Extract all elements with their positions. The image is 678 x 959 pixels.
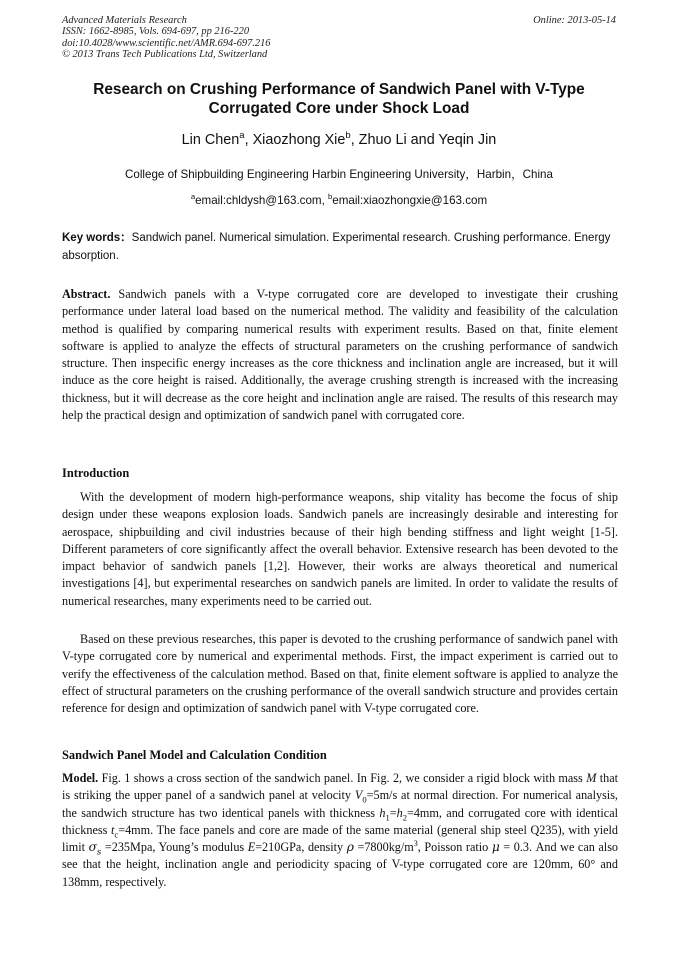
symbol-mass: M <box>586 771 597 785</box>
title-line-1: Research on Crushing Performance of Sandwich Panel with V-Type <box>93 81 585 98</box>
keywords-text: Sandwich panel. Numerical simulation. Experimental research. Crushing performance. Energy absorption. <box>62 232 611 262</box>
journal-name: Advanced Materials Research <box>62 15 187 26</box>
model-text: Fig. 1 shows a cross section of the sandwich panel. In Fig. 2, we consider a rigid block with mass <box>98 771 587 785</box>
email-b-mark: b <box>328 192 333 202</box>
model-text: =4mm. The face panels and core are made of the same material (general ship steel Q235), with yield limit <box>62 822 619 855</box>
symbol-subscript: 1 <box>385 812 390 823</box>
keywords <box>62 230 618 265</box>
model-text: =210GPa, density <box>255 840 347 855</box>
symbol-subscript: c <box>114 829 119 840</box>
author-sep: , <box>244 132 253 148</box>
author-list <box>62 131 616 149</box>
online-date: Online: 2013-05-14 <box>533 15 616 26</box>
email-b: email:xiaozhongxie@163.com <box>332 194 488 207</box>
email-line <box>62 193 616 208</box>
abstract-text: Sandwich panels with a V-type corrugated core are developed to investigate their crushing performance under lateral load based on the numerical method. The validity and feasibility of the calculation method is qualified by comparing numerical results with experiment results. Based on that, finite element software is applied to analyze the effects of structural parameters on the crushing performance of sandwich structure. Then inspecific energy increases as the core thickness and inclination angle are increased, but it will induce as the core height is raised. Additionally, the average crushing strength is increased with the increasing thickness, but it will decrease as the core height and inclination angle are raised. The results of this research may help the practical design and optimization of sandwich panel with corrugated core. <box>62 287 618 423</box>
model-text: = 0.3 <box>499 840 529 855</box>
model-text: =235Mpa, Young’s modulus <box>101 840 248 855</box>
model-text: = <box>389 805 397 820</box>
model-text: . And we can also see that the height, inclination angle and periodicity spacing of V-type corrugated core are 120mm, 60° and 138mm, respectively. <box>62 840 619 889</box>
symbol-superscript: 3 <box>413 839 418 849</box>
abstract <box>62 286 618 424</box>
author-2-mark: b <box>345 130 351 142</box>
model-text: , Poisson ratio <box>417 840 492 855</box>
model-text: =7800kg/m <box>353 840 414 855</box>
symbol-modulus: E <box>247 840 256 855</box>
model-section-heading: Sandwich Panel Model and Calculation Condition <box>62 748 327 762</box>
author-1-mark: a <box>239 130 245 142</box>
symbol-thickness: h <box>396 805 403 820</box>
model-text: =4mm, and corrugated core with identical thickness <box>62 805 618 837</box>
author-rest: , Zhuo Li and Yeqin Jin <box>350 132 497 148</box>
paper-title <box>62 81 616 118</box>
author-1: Lin Chen <box>181 132 240 148</box>
introduction-paragraph-2: Based on these previous researches, this paper is devoted to the crushing performance of sandwich panel with V-type corrugated core by numerical and experimental methods. First, the impact experiment is carried out to verify the effectiveness of the calculation method. Based on that, finite element software is applied to analyze the effect of structural parameters on the crushing performance of the overall sandwich structure and provides certain reference for design and optimization of sandwich panel with V-type corrugated core. <box>62 632 618 716</box>
symbol-poisson: μ <box>491 840 500 855</box>
email-a: email:chldysh@163.com, <box>195 194 329 207</box>
introduction-paragraph-1: With the development of modern high-performance weapons, ship vitality has become the focus of ship design under these weapons explosion loads. Sandwich panels are increasingly desirable and interesting for aerospace, shipbuilding and civil industries because of their high bending stiffness and light weight [1-5]. Different parameters of core significantly affect the overall behavior. Extensive research has been devoted to the impact behavior of sandwich panels [1,2]. However, their works are always theoretical and numerical investigations [4], but experimental researches on sandwich panels are limited. In order to validate the results of numerical researches, many experiments need to be carried out. <box>62 490 618 608</box>
abstract-label: Abstract. <box>62 287 111 301</box>
model-text: that is striking the upper panel of a sandwich panel at velocity <box>62 771 618 803</box>
symbol-yield-limit: σ <box>88 840 97 855</box>
doi-line: doi:10.4028/www.scientific.net/AMR.694-697.216 <box>62 37 271 49</box>
symbol-core-thickness: t <box>111 822 115 837</box>
symbol-subscript: 2 <box>402 812 407 823</box>
introduction-heading: Introduction <box>62 466 130 480</box>
symbol-density: ρ <box>346 840 354 855</box>
keywords-label: Key words： <box>62 232 132 244</box>
author-2: Xiaozhong Xie <box>252 132 346 148</box>
symbol-velocity: V <box>354 788 363 803</box>
copyright-line: © 2013 Trans Tech Publications Ltd, Switzerland <box>62 49 268 61</box>
model-paragraph <box>62 770 618 891</box>
symbol-subscript: s <box>96 847 102 858</box>
journal-header <box>62 15 616 61</box>
title-line-2: Corrugated Core under Shock Load <box>208 99 470 117</box>
email-a-mark: a <box>190 192 196 202</box>
affiliation: College of Shipbuilding Engineering Harbin Engineering University，Harbin，China <box>125 168 553 181</box>
model-label: Model. <box>62 771 99 785</box>
symbol-thickness: h <box>379 805 386 820</box>
symbol-subscript: 0 <box>362 794 367 805</box>
model-text: =5m/s at normal direction. For numerical analysis, the sandwich structure has two identical panels with thickness <box>62 788 618 820</box>
issn-line: ISSN: 1662-8985, Vols. 694-697, pp 216-220 <box>62 26 250 38</box>
